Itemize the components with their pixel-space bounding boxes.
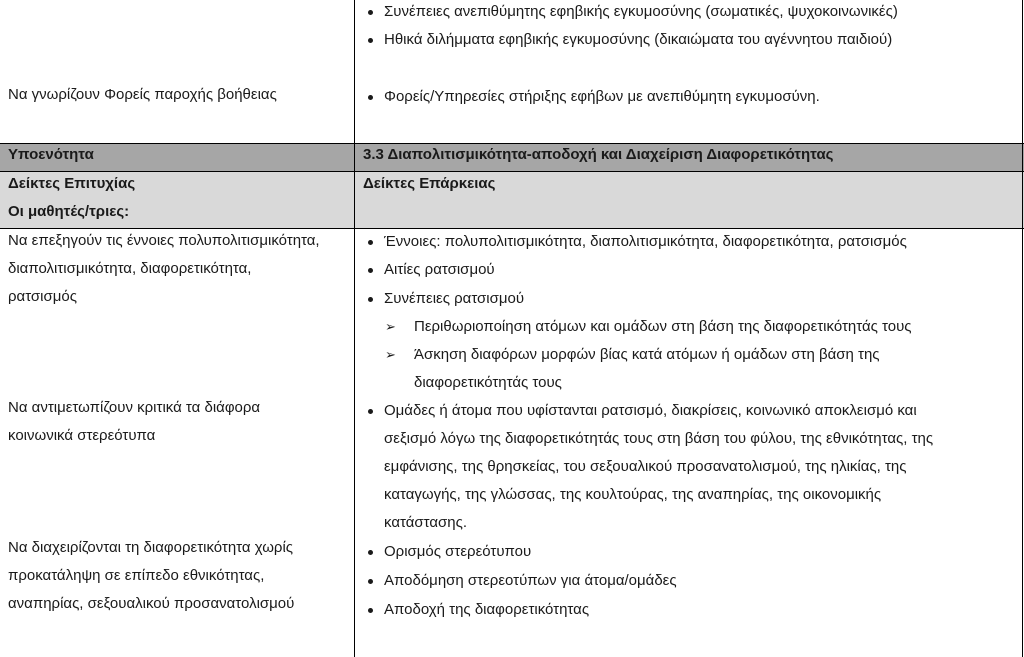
students-heading: Οι μαθητές/τριες:	[8, 203, 130, 220]
competence-indicators-heading: Δείκτες Επάρκειας	[363, 175, 496, 192]
bullet-text: Αποδόμηση στερεοτύπων για άτομα/ομάδες	[384, 572, 677, 589]
bullet-text: εμφάνισης, της θρησκείας, του σεξουαλικού προσανατολισμού, της ηλικίας, της	[384, 458, 907, 475]
arrow-bullet-icon: ➢	[385, 319, 396, 334]
table-right-border	[1022, 0, 1023, 657]
objective-text: Να διαχειρίζονται τη διαφορετικότητα χωρίς	[8, 539, 293, 556]
bullet-text: Έννοιες: πολυπολιτισμικότητα, διαπολιτισμικότητα, διαφορετικότητα, ρατσισμός	[384, 233, 907, 250]
success-indicators-heading: Δείκτες Επιτυχίας	[8, 175, 136, 192]
objective-text: κοινωνικά στερεότυπα	[8, 427, 156, 444]
objective-text: διαπολιτισμικότητα, διαφορετικότητα,	[8, 260, 252, 277]
objective-text: Να αντιμετωπίζουν κριτικά τα διάφορα	[8, 399, 261, 416]
row-divider	[0, 143, 1024, 144]
objective-text: αναπηρίας, σεξουαλικού προσανατολισμού	[8, 595, 295, 612]
sub-bullet-text: Περιθωριοποίηση ατόμων και ομάδων στη βάση της διαφορετικότητάς τους	[414, 318, 912, 335]
bullet-icon	[368, 579, 373, 584]
bullet-text: Συνέπειες ρατσισμού	[384, 290, 525, 307]
header-row-background	[0, 172, 1024, 228]
subunit-title: 3.3 Διαπολιτισμικότητα-αποδοχή και Διαχείριση Διαφορετικότητας	[363, 146, 834, 163]
bullet-icon	[368, 38, 373, 43]
objective-text: ρατσισμός	[8, 288, 77, 305]
sub-bullet-text: Άσκηση διαφόρων μορφών βίας κατά ατόμων ή ομάδων στη βάση της	[414, 346, 880, 363]
objective-text: Να επεξηγούν τις έννοιες πολυπολιτισμικότητα,	[8, 232, 320, 249]
objective-text: Να γνωρίζουν Φορείς παροχής βοήθειας	[8, 86, 277, 103]
bullet-icon	[368, 297, 373, 302]
bullet-text: Ορισμός στερεότυπου	[384, 543, 532, 560]
row-divider	[0, 171, 1024, 172]
bullet-text: Ηθικά διλήμματα εφηβικής εγκυμοσύνης (δικαιώματα του αγέννητου παιδιού)	[384, 31, 893, 48]
bullet-icon	[368, 95, 373, 100]
bullet-text: Ομάδες ή άτομα που υφίστανται ρατσισμό, διακρίσεις, κοινωνικό αποκλεισμό και	[384, 402, 917, 419]
bullet-icon	[368, 409, 373, 414]
bullet-text: Αιτίες ρατσισμού	[384, 261, 495, 278]
bullet-text: Αποδοχή της διαφορετικότητας	[384, 601, 590, 618]
objective-text: προκατάληψη σε επίπεδο εθνικότητας,	[8, 567, 265, 584]
arrow-bullet-icon: ➢	[385, 347, 396, 362]
row-divider	[0, 228, 1024, 229]
bullet-text: καταγωγής, της γλώσσας, της κουλτούρας, της αναπηρίας, της οικονομικής	[384, 486, 882, 503]
column-divider	[354, 0, 355, 657]
bullet-icon	[368, 10, 373, 15]
bullet-text: σεξισμό λόγω της διαφορετικότητάς τους στη βάση του φύλου, της εθνικότητας, της	[384, 430, 934, 447]
bullet-text: κατάστασης.	[384, 514, 468, 531]
bullet-icon	[368, 240, 373, 245]
bullet-icon	[368, 550, 373, 555]
bullet-text: Συνέπειες ανεπιθύμητης εφηβικής εγκυμοσύνης (σωματικές, ψυχοκοινωνικές)	[384, 3, 898, 20]
bullet-icon	[368, 268, 373, 273]
bullet-text: Φορείς/Υπηρεσίες στήριξης εφήβων με ανεπιθύμητη εγκυμοσύνη.	[384, 88, 820, 105]
subunit-label: Υποενότητα	[8, 146, 94, 163]
sub-bullet-text: διαφορετικότητάς τους	[414, 374, 562, 391]
bullet-icon	[368, 608, 373, 613]
